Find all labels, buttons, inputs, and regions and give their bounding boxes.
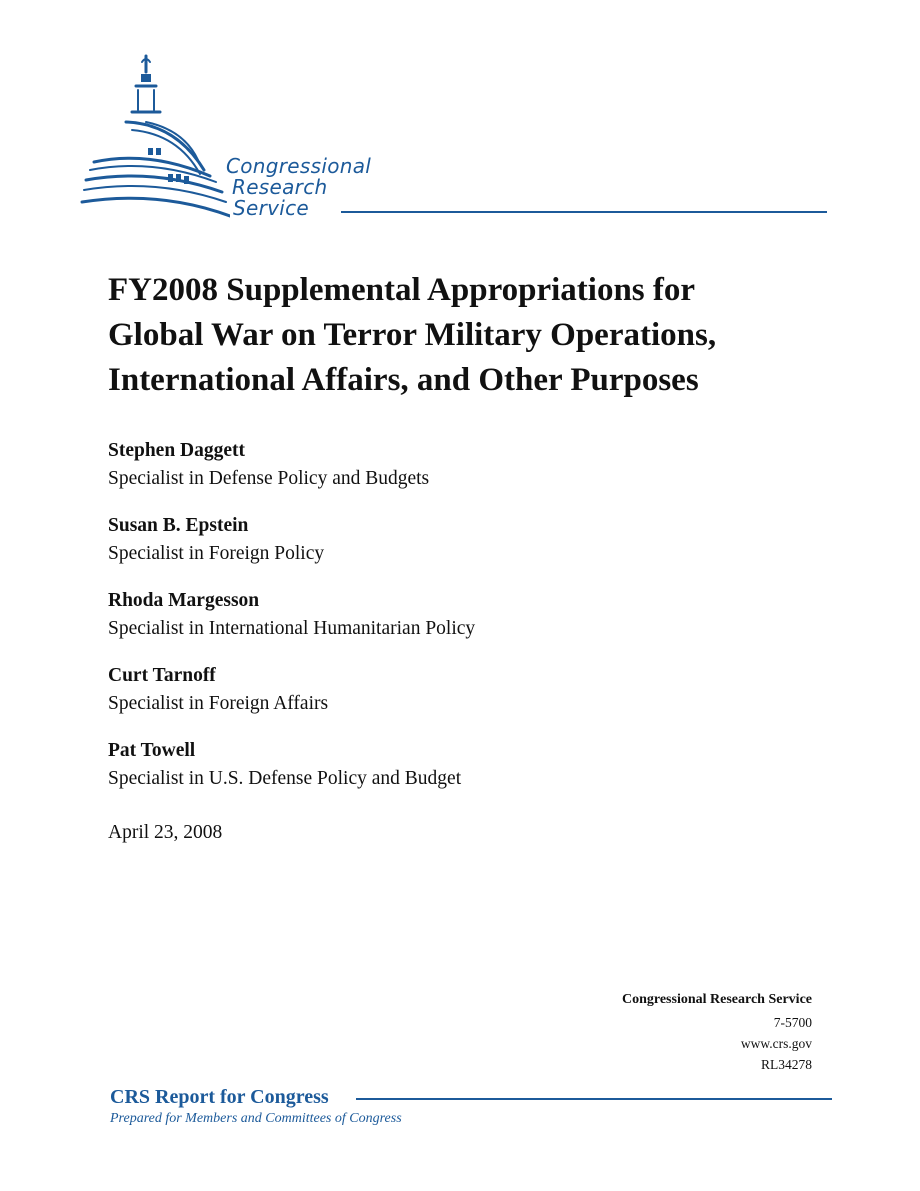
author-name: Curt Tarnoff: [108, 665, 216, 686]
footer-subtitle: Prepared for Members and Committees of Congress: [110, 1111, 402, 1126]
author-list: [108, 437, 808, 812]
report-title: [108, 268, 868, 403]
publisher-block: [622, 988, 812, 1075]
title-line: FY2008 Supplemental Appropriations for: [108, 272, 696, 308]
footer-title: CRS Report for Congress: [110, 1086, 329, 1108]
author-name: Stephen Daggett: [108, 440, 246, 461]
title-line: International Affairs, and Other Purposes: [108, 362, 699, 398]
report-number: RL34278: [760, 1057, 812, 1072]
author-role: Specialist in Foreign Affairs: [108, 693, 329, 714]
author-role: Specialist in Defense Policy and Budgets: [108, 468, 430, 489]
author-entry: [108, 737, 808, 812]
author-name: Susan B. Epstein: [108, 515, 249, 536]
publisher-name: Congressional Research Service: [621, 992, 812, 1007]
author-entry: [108, 512, 808, 587]
publisher-url[interactable]: www.crs.gov: [740, 1036, 812, 1051]
author-name: Rhoda Margesson: [108, 590, 260, 611]
publisher-phone: 7-5700: [773, 1015, 812, 1030]
author-role: Specialist in Foreign Policy: [108, 543, 325, 564]
author-role: Specialist in International Humanitarian Policy: [108, 618, 476, 639]
title-line: Global War on Terror Military Operations,: [108, 317, 717, 353]
footer-rule: [356, 1098, 832, 1100]
header-rule: [341, 211, 827, 213]
author-role: Specialist in U.S. Defense Policy and Budget: [108, 768, 462, 789]
capitol-dome-logo: [80, 52, 230, 222]
logo-line: Service: [233, 196, 310, 220]
author-entry: [108, 662, 808, 737]
author-entry: [108, 587, 808, 662]
report-date: April 23, 2008: [108, 822, 223, 843]
logo-line: Congressional: [226, 154, 372, 178]
author-name: Pat Towell: [108, 740, 196, 761]
logo-wordmark: [226, 156, 371, 219]
logo-line: Research: [232, 175, 328, 199]
author-entry: [108, 437, 808, 512]
